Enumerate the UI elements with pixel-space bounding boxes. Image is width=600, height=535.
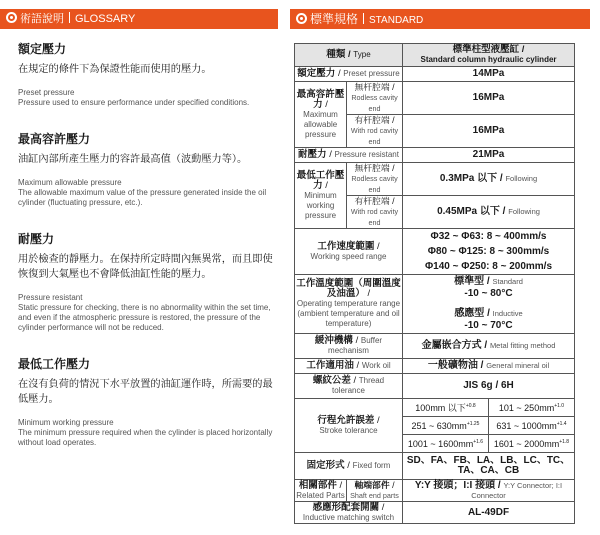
glossary-term-en: Pressure resistant — [18, 293, 83, 302]
glossary-term: 額定壓力 — [18, 42, 67, 56]
speed-label: 工作速度範圍 / Working speed range — [295, 229, 403, 275]
switch-label: 感應形配套開關 / Inductive matching switch — [295, 502, 403, 524]
rodless-label: 無杆腔端 / Rodless cavity end — [347, 163, 403, 196]
buffer-label: 緩沖機構 / Buffer mechanism — [295, 334, 403, 359]
glossary-item — [18, 355, 280, 448]
temperature-values: 標準型 / Standard -10 ~ 80°C 感應型 / Inductive -10 ~ 70°C — [403, 275, 575, 334]
standard-header — [290, 9, 590, 29]
preset-pressure-label: 額定壓力 / Preset pressure — [295, 67, 403, 82]
mounting-label: 固定形式 / Fixed form — [295, 453, 403, 480]
stroke-label: 行程允許誤差 / Stroke tolerance — [295, 399, 403, 453]
glossary-desc-en: The allowable maximum value of the pressure generated inside the oil cylinder (fluctuating pressure, etc.). — [18, 188, 267, 207]
min-rodless-value: 0.3MPa 以下 / Following — [403, 163, 575, 196]
glossary-desc-en: Pressure used to ensure performance under specified conditions. — [18, 98, 250, 107]
glossary-header-en: GLOSSARY — [75, 13, 136, 25]
withrod-label: 有杆腔端 / With rod cavity end — [347, 115, 403, 148]
glossary-term-en: Preset pressure — [18, 88, 75, 97]
mounting-value: SD、FA、FB、LA、LB、LC、TC、 TA、CA、CB — [403, 453, 575, 480]
glossary-item — [18, 130, 280, 208]
oil-label: 工作適用油 / Work oil — [295, 359, 403, 374]
glossary-desc-zh: 用於檢查的靜壓力。在保持所定時間內無異常，而且即使恢復到大氣壓也不會降低油缸性能的壓力。 — [18, 254, 273, 280]
glossary-term-en: Maximum allowable pressure — [18, 178, 122, 187]
glossary-term-en: Minimum working pressure — [18, 418, 114, 427]
glossary-desc-en: The minimum pressure required when the cylinder is placed horizontally without load operates. — [18, 428, 273, 447]
withrod-label: 有杆腔端 / With rod cavity end — [347, 196, 403, 229]
preset-pressure-value: 14MPa — [403, 67, 575, 82]
gear-icon — [6, 12, 17, 23]
glossary-term: 最高容許壓力 — [18, 132, 91, 146]
resistant-value: 21MPa — [403, 148, 575, 163]
switch-value: AL-49DF — [403, 502, 575, 524]
glossary-item — [18, 230, 280, 333]
glossary-desc-en: Static pressure for checking, there is no abnormality within the set time, and even if the atmospheric pressure is restored, the pressure of the cylinder performance will not be reduced. — [18, 303, 271, 332]
glossary-desc-zh: 油缸內部所產生壓力的容許最高值（波動壓力等）。 — [18, 154, 248, 165]
gear-icon — [296, 13, 307, 24]
max-allowable-label: 最高容許壓力 / Maximum allowable pressure — [295, 82, 347, 148]
thread-value: JIS 6g / 6H — [403, 374, 575, 399]
oil-value: 一般礦物油 / General mineral oil — [403, 359, 575, 374]
glossary-desc-zh: 在規定的條件下為保證性能而使用的壓力。 — [18, 64, 212, 75]
glossary-term: 耐壓力 — [18, 232, 55, 246]
buffer-value: 金屬嵌合方式 / Metal fitting method — [403, 334, 575, 359]
thread-label: 螺紋公差 / Thread tolerance — [295, 374, 403, 399]
speed-values: Φ32 ~ Φ63: 8 ~ 400mm/s Φ80 ~ Φ125: 8 ~ 300mm/s Φ140 ~ Φ250: 8 ~ 200mm/s — [403, 229, 575, 275]
standard-table — [294, 43, 574, 524]
product-header: 標準柱型液壓缸 / Standard column hydraulic cylinder — [403, 44, 575, 67]
glossary-desc-zh: 在沒有負荷的情況下水平放置的油缸運作時，所需要的最低壓力。 — [18, 379, 273, 405]
stroke-values: 100mm 以下$^{+0.8}$ 101 ~ $250mm^{+1.0}$ 251 ~ $630mm^{+1.25}$ 631 ~ $1000mm^{+1.4}$ 1001 ~ $1600mm^{+1.6}$ 1601 ~ $2000mm^{+1.8}$ — [403, 399, 575, 453]
related-value: Y:Y 接頭；I:I 接頭 / Y:Y Connector; I:I Connector — [403, 480, 575, 502]
type-header: 種類 / Type — [295, 44, 403, 67]
rodless-label: 無杆腔端 / Rodless cavity end — [347, 82, 403, 115]
temperature-label: 工作溫度範圍（周圍溫度及油溫） / Operating temperature range (ambient temperature and oil temperature) — [295, 275, 403, 334]
standard-header-zh: 標準規格 — [310, 12, 359, 26]
min-withrod-value: 0.45MPa 以下 / Following — [403, 196, 575, 229]
max-withrod-value: 16MPa — [403, 115, 575, 148]
glossary-header-zh: 術語說明 — [20, 13, 64, 25]
glossary-item — [18, 40, 280, 108]
max-rodless-value: 16MPa — [403, 82, 575, 115]
standard-header-en: STANDARD — [369, 15, 424, 26]
related-label: 相關部件 / Related Parts — [296, 479, 345, 500]
glossary-header — [0, 9, 278, 29]
glossary-term: 最低工作壓力 — [18, 357, 91, 371]
resistant-label: 耐壓力 / Pressure resistant — [295, 148, 403, 163]
shaft-end-label: 軸端部件 / Shaft end parts — [347, 480, 403, 502]
min-working-label: 最低工作壓力 / Minimum working pressure — [295, 163, 347, 229]
glossary — [18, 40, 280, 470]
